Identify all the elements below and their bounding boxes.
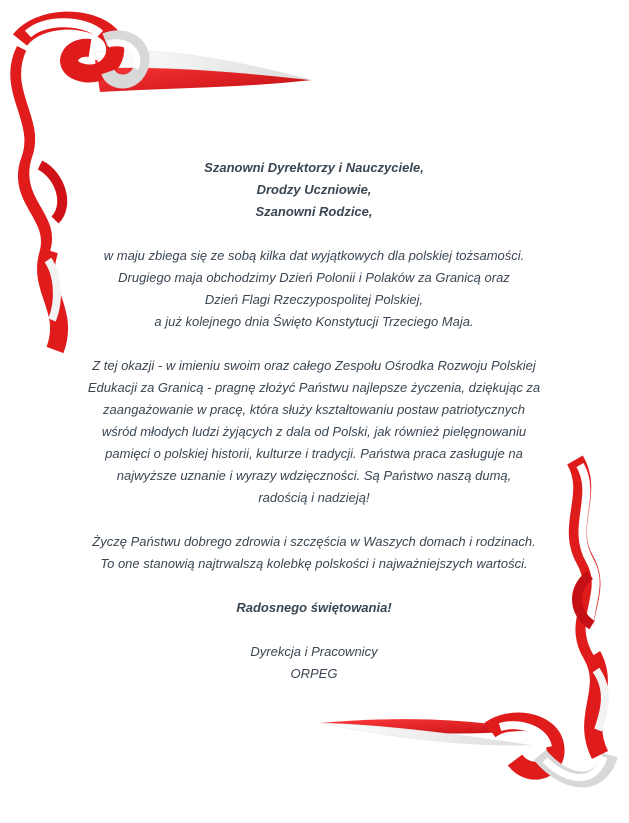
paragraph-line: zaangażowanie w pracę, która służy kształtowaniu postaw patriotycznych	[103, 402, 525, 417]
paragraph-line: radością i nadzieją!	[258, 490, 370, 505]
signature-line: ORPEG	[290, 666, 338, 681]
signature-line: Dyrekcja i Pracownicy	[250, 644, 378, 659]
paragraph-line: wśród młodych ludzi żyjących z dala od Polski, jak również pielęgnowaniu	[101, 424, 527, 439]
greeting-line: Drodzy Uczniowie,	[256, 182, 372, 197]
paragraph-line: Edukacji za Granicą - pragnę złożyć Państwu najlepsze życzenia, dziękując za	[87, 380, 541, 395]
paragraph-line: Drugiego maja obchodzimy Dzień Polonii i Polaków za Granicą oraz	[118, 270, 510, 285]
greeting-line: Szanowni Dyrektorzy i Nauczyciele,	[204, 160, 424, 175]
closing-line: Radosnego świętowania!	[236, 600, 392, 615]
greeting-line: Szanowni Rodzice,	[255, 204, 373, 219]
paragraph-line: pamięci o polskiej historii, kulturze i tradycji. Państwa praca zasługuje na	[105, 446, 523, 461]
letter-body	[40, 157, 588, 685]
paragraph-line: Życzę Państwu dobrego zdrowia i szczęścia w Waszych domach i rodzinach.	[92, 534, 536, 549]
paragraph-line: najwyższe uznanie i wyrazy wdzięczności. Są Państwo naszą dumą,	[116, 468, 512, 483]
paragraph-line: To one stanowią najtrwalszą kolebkę polskości i najważniejszych wartości.	[100, 556, 528, 571]
paragraph-line: Dzień Flagi Rzeczypospolitej Polskiej,	[204, 292, 424, 307]
paragraph-line: Z tej okazji - w imieniu swoim oraz całego Zespołu Ośrodka Rozwoju Polskiej	[92, 358, 536, 373]
paragraph-line: a już kolejnego dnia Święto Konstytucji Trzeciego Maja.	[154, 314, 474, 329]
paragraph-line: w maju zbiega się ze sobą kilka dat wyjątkowych dla polskiej tożsamości.	[103, 248, 525, 263]
